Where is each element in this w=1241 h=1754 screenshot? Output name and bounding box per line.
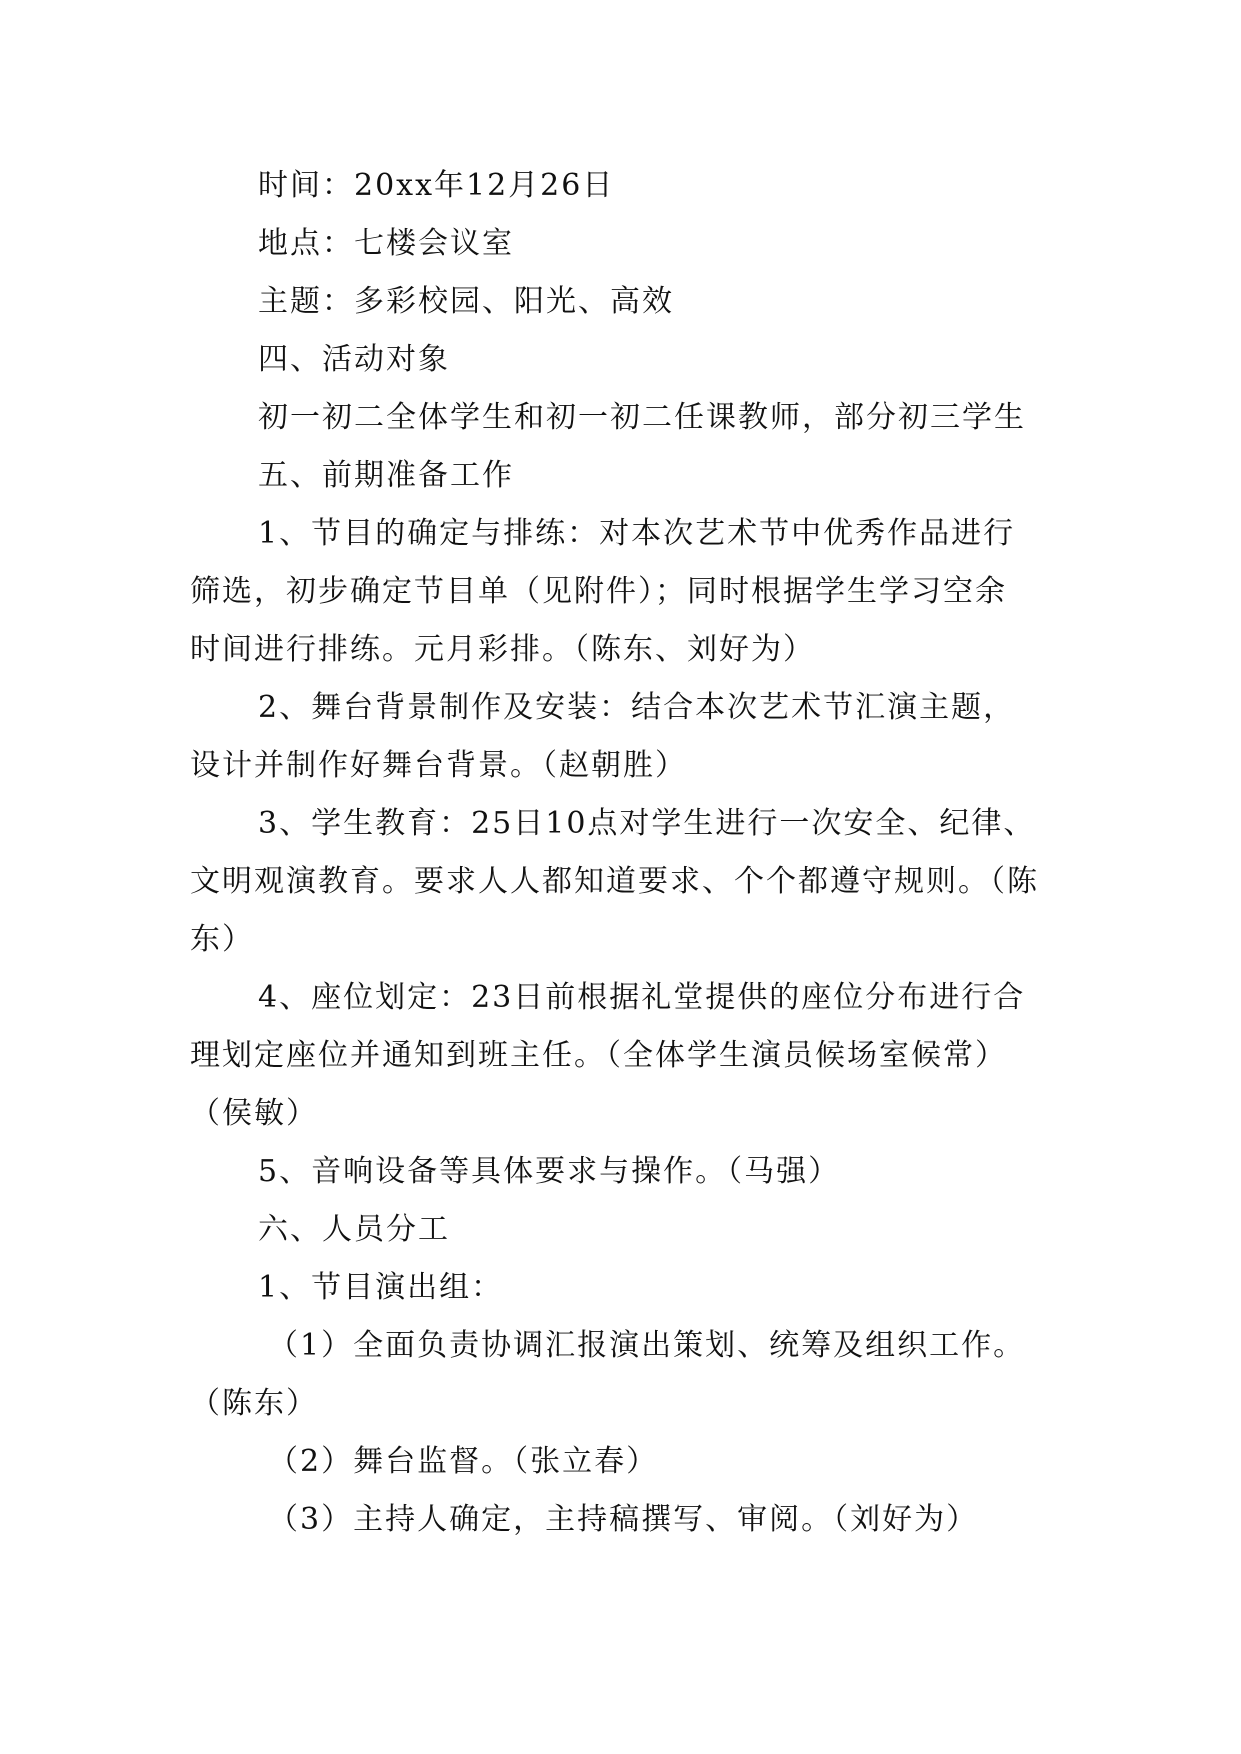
text-line: 5、音响设备等具体要求与操作。（马强） bbox=[258, 1154, 841, 1189]
text-line-time: 时间：20xx年12月26日 bbox=[258, 168, 615, 203]
text-line-theme: 主题：多彩校园、阳光、高效 bbox=[258, 284, 674, 319]
text-line: 3、学生教育：25日10点对学生进行一次安全、纪律、 bbox=[258, 806, 1036, 841]
text-line-target-audience: 初一初二全体学生和初一初二任课教师，部分初三学生 bbox=[258, 400, 1026, 435]
text-line: 筛选，初步确定节目单（见附件）；同时根据学生学习空余 bbox=[190, 574, 1007, 609]
text-line: （陈东） bbox=[190, 1386, 318, 1421]
text-line: 理划定座位并通知到班主任。（全体学生演员候场室候常） bbox=[190, 1038, 1007, 1073]
text-line: （3）主持人确定，主持稿撰写、审阅。（刘好为） bbox=[268, 1502, 979, 1537]
text-line: 时间进行排练。元月彩排。（陈东、刘好为） bbox=[190, 632, 815, 667]
text-line: 文明观演教育。要求人人都知道要求、个个都遵守规则。（陈 bbox=[190, 864, 1039, 899]
section-heading-activity-target: 四、活动对象 bbox=[258, 342, 450, 377]
section-heading-preparation: 五、前期准备工作 bbox=[258, 458, 514, 493]
text-line: （侯敏） bbox=[190, 1096, 318, 1131]
text-line: 2、舞台背景制作及安装：结合本次艺术节汇演主题， bbox=[258, 690, 1016, 725]
text-line: 东） bbox=[190, 922, 254, 957]
text-line: 4、座位划定：23日前根据礼堂提供的座位分布进行合 bbox=[258, 980, 1026, 1015]
text-line: 设计并制作好舞台背景。（赵朝胜） bbox=[190, 748, 687, 783]
text-line: （1）全面负责协调汇报演出策划、统筹及组织工作。 bbox=[268, 1328, 1026, 1363]
text-line-location: 地点：七楼会议室 bbox=[258, 226, 514, 261]
section-heading-staff-assignment: 六、人员分工 bbox=[258, 1212, 450, 1247]
text-line: 1、节目演出组： bbox=[258, 1270, 504, 1305]
text-line: 1、节目的确定与排练：对本次艺术节中优秀作品进行 bbox=[258, 516, 1016, 551]
text-line: （2）舞台监督。（张立春） bbox=[268, 1444, 659, 1479]
